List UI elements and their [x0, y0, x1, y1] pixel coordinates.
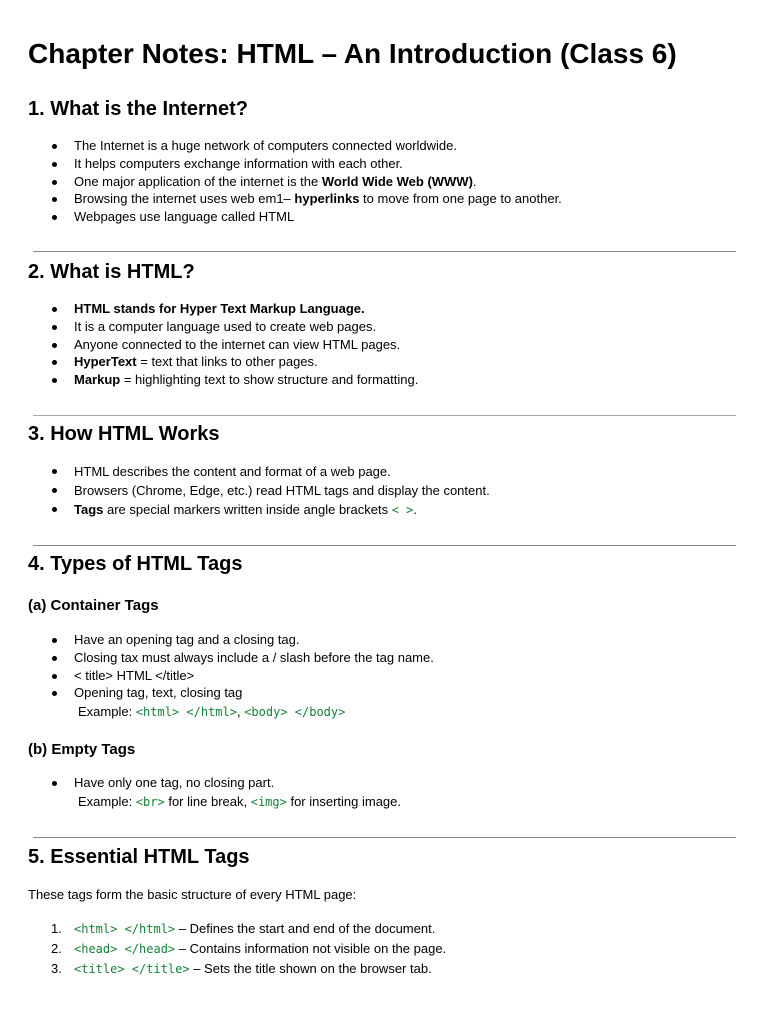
list-number: 2. [51, 941, 62, 956]
list-item: Markup = highlighting text to show structure and formatting. [0, 371, 418, 389]
section-heading-essential-tags: 5. Essential HTML Tags [28, 846, 250, 868]
list-item: HTML describes the content and format of a web page. [0, 462, 490, 481]
bold-term: HyperText [74, 354, 137, 370]
code-snippet: <head> </head> [74, 942, 176, 956]
section-heading-html: 2. What is HTML? [28, 261, 195, 283]
empty-tags-example: Example: <br> for line break, <img> for inserting image. [78, 794, 402, 809]
list-item: Browsing the internet uses web em1– hyperlinks to move from one page to another. [0, 190, 562, 208]
section-divider [33, 251, 736, 252]
essential-tags-intro: These tags form the basic structure of every HTML page: [28, 887, 357, 902]
bold-term: World Wide Web (WWW) [321, 173, 473, 189]
list-item: HyperText = text that links to other pages. [0, 353, 418, 371]
list-item: 1. <html> </html> – Defines the start and end of the document. [0, 919, 446, 939]
code-snippet: <body> </body> [244, 705, 346, 719]
code-snippet: <html> </html> [135, 705, 237, 719]
section-divider [33, 545, 736, 546]
list-item [0, 300, 418, 318]
list-item: It is a computer language used to create web pages. [0, 318, 418, 336]
list-number: 3. [51, 961, 62, 976]
list-item: Closing tax must always include a / slash before the tag name. [0, 649, 434, 667]
list-item: Opening tag, text, closing tag [0, 684, 434, 702]
subheading-empty-tags: (b) Empty Tags [28, 741, 136, 758]
html-list [0, 300, 418, 389]
bold-term: Markup [74, 372, 121, 388]
list-item: Anyone connected to the internet can view HTML pages. [0, 336, 418, 354]
bold-term: HTML stands for Hyper Text Markup Language. [74, 301, 365, 316]
list-item: 2. <head> </head> – Contains information not visible on the page. [0, 939, 446, 959]
list-item: 3. <title> </title> – Sets the title shown on the browser tab. [0, 959, 446, 979]
list-item: The Internet is a huge network of computers connected worldwide. [0, 137, 562, 155]
code-snippet: <html> </html> [74, 922, 176, 936]
section-divider [33, 415, 736, 416]
how-html-works-list [0, 462, 490, 520]
essential-tags-list [0, 919, 446, 979]
code-snippet: < > [391, 503, 414, 517]
bold-term: Tags [74, 502, 104, 517]
bold-term: hyperlinks [294, 191, 360, 207]
list-item: It helps computers exchange information with each other. [0, 155, 562, 173]
internet-list [0, 137, 562, 226]
list-item: Tags are special markers written inside angle brackets < >. [0, 500, 490, 520]
subheading-container-tags: (a) Container Tags [28, 597, 159, 614]
section-heading-tag-types: 4. Types of HTML Tags [28, 553, 243, 575]
list-number: 1. [51, 921, 62, 936]
list-item: Have an opening tag and a closing tag. [0, 631, 434, 649]
section-heading-how-html-works: 3. How HTML Works [28, 423, 220, 445]
section-divider [33, 837, 736, 838]
section-heading-internet: 1. What is the Internet? [28, 98, 249, 120]
list-item: < title> HTML </title> [0, 667, 434, 685]
page-title: Chapter Notes: HTML – An Introduction (Class 6) [28, 38, 677, 69]
code-snippet: <br> [135, 795, 165, 809]
code-snippet: <img> [250, 795, 287, 809]
list-item: Webpages use language called HTML [0, 208, 562, 226]
list-item: Have only one tag, no closing part. [0, 774, 274, 792]
list-item: Browsers (Chrome, Edge, etc.) read HTML tags and display the content. [0, 481, 490, 500]
container-tags-example: Example: <html> </html>, <body> </body> [78, 704, 346, 719]
container-tags-list [0, 631, 434, 702]
empty-tags-list [0, 774, 274, 792]
list-item: One major application of the internet is the World Wide Web (WWW). [0, 173, 562, 191]
code-snippet: <title> </title> [74, 962, 190, 976]
